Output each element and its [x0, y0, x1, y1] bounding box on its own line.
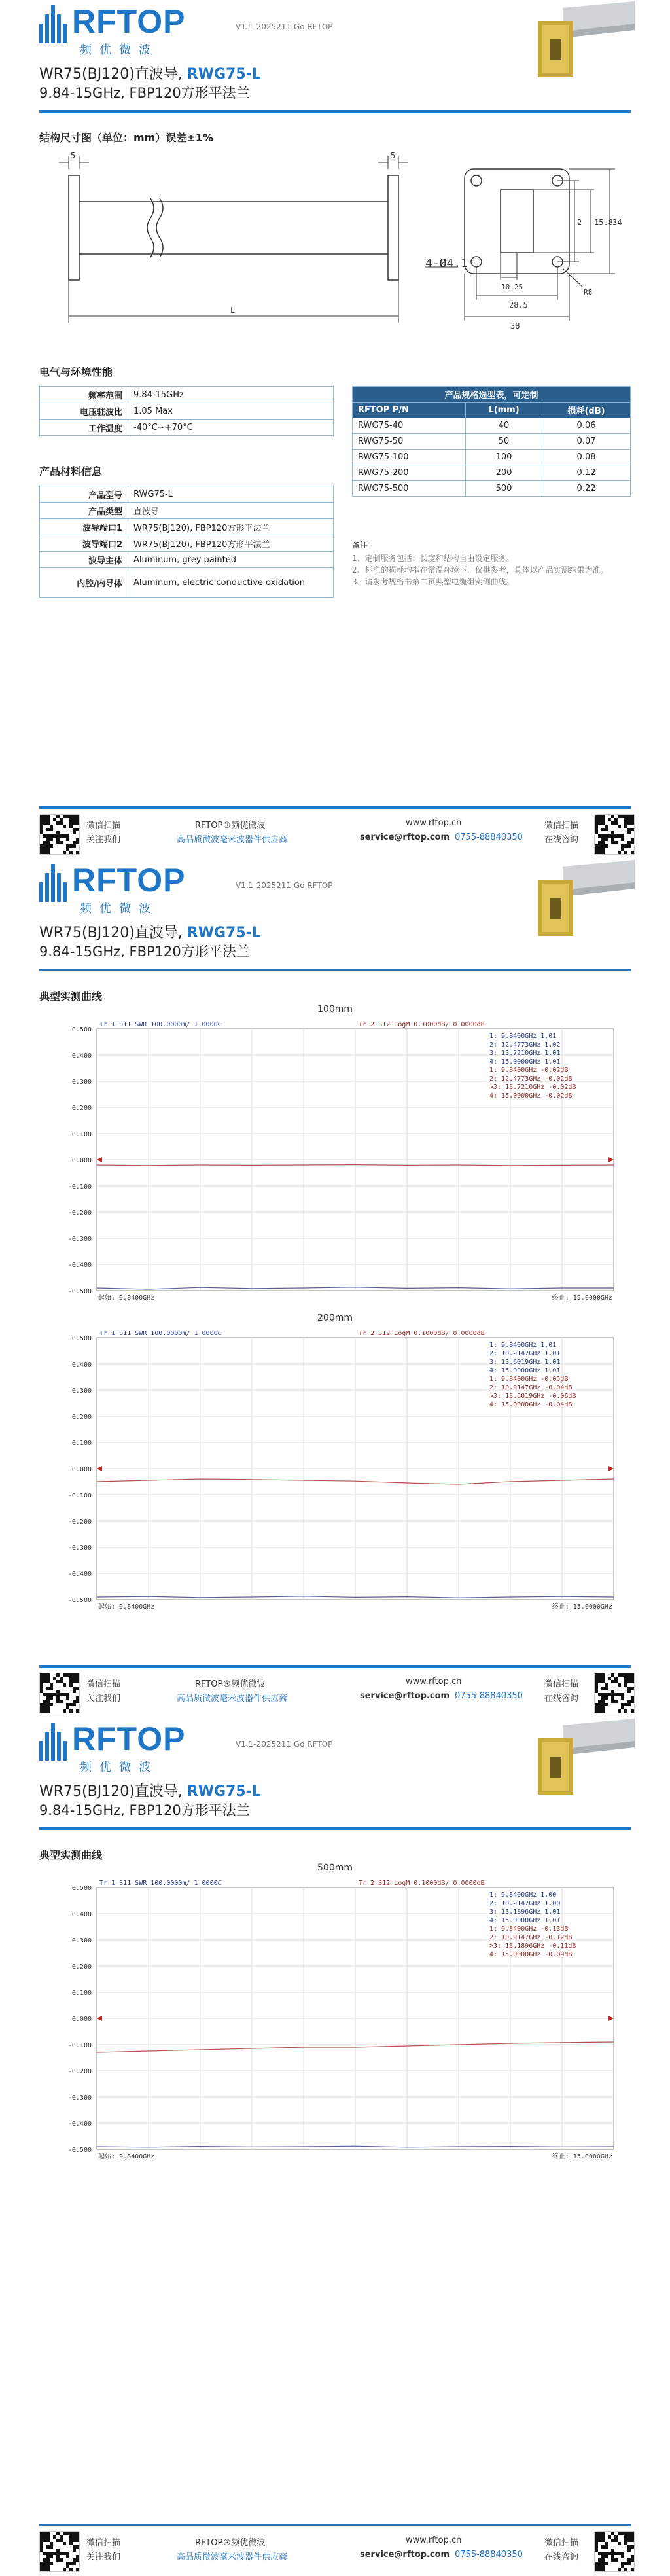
- product-title: WR75(BJ120)直波导, RWG75-L: [39, 66, 261, 82]
- tick-label: 0.100: [71, 1131, 92, 1138]
- trace2-header: Tr 2 S12 LogM 0.1000dB/ 0.0000dB: [359, 1021, 485, 1028]
- material-table: [39, 486, 334, 598]
- logo-bars-icon: [39, 4, 68, 43]
- marker-readout: >3: 13.1896GHz -0.11dB: [489, 1942, 576, 1950]
- chart-500mm: [39, 1863, 631, 2164]
- marker-readout: 1: 9.8400GHz 1.01: [489, 1342, 557, 1349]
- tick-label: 0.400: [71, 1052, 92, 1060]
- footer-online1: 微信扫描: [544, 821, 579, 831]
- tick-label: -0.400: [67, 1571, 92, 1578]
- dim-holes: 4-Ø4.1: [425, 257, 468, 270]
- waveguide-photo: [537, 860, 635, 937]
- footer-phone: 0755-88840350: [455, 832, 523, 842]
- vna-plot: [39, 1876, 631, 2164]
- tick-label: -0.100: [67, 1492, 92, 1499]
- footer-email[interactable]: service@rftop.com: [360, 1691, 450, 1701]
- product-subtitle: 9.84-15GHz, FBP120方形平法兰: [39, 1802, 250, 1818]
- tick-label: 0.100: [71, 1440, 92, 1447]
- notes-title: 备注: [352, 541, 368, 550]
- table-row: 产品类型 直波导: [40, 503, 334, 519]
- notes-body: 1、定制服务包括：长度和结构自由设定服务。 2、标准的损耗均指在常温环境下，仅供参考，具体以产品实测结果为准。 3、请参考规格书第二页典型电缆组实测曲线。: [352, 554, 608, 586]
- footer-online1: 微信扫描: [544, 1679, 579, 1689]
- marker-readout: >3: 13.6019GHz -0.06dB: [489, 1393, 576, 1400]
- product-subtitle: 9.84-15GHz, FBP120方形平法兰: [39, 85, 250, 101]
- product-title: WR75(BJ120)直波导, RWG75-L: [39, 1783, 261, 1800]
- marker-readout: 3: 13.7210GHz 1.01: [489, 1050, 561, 1057]
- tick-label: 0.200: [71, 1105, 92, 1112]
- tick-label: -0.500: [67, 1288, 92, 1295]
- footer-wx2: 关注我们: [86, 835, 121, 845]
- logo-subtitle: 频优微波: [80, 1761, 158, 1774]
- footer-online1: 微信扫描: [544, 2538, 579, 2548]
- tick-label: 0.000: [71, 1466, 92, 1473]
- waveguide-photo: [537, 1, 635, 79]
- table-row: RWG75-500 500 0.22: [353, 481, 631, 497]
- logo-subtitle: 频优微波: [80, 902, 158, 916]
- logo-bars-icon: [39, 863, 68, 902]
- footer-brand: RFTOP®频优微波: [195, 2538, 266, 2548]
- dim-38: 38: [510, 321, 520, 331]
- footer-divider: [39, 1665, 631, 1668]
- chart-100mm: [39, 1004, 631, 1305]
- chart-200mm: [39, 1313, 631, 1614]
- tick-label: 0.500: [71, 1885, 92, 1892]
- marker-readout: 2: 10.9147GHz 1.00: [489, 1900, 561, 1907]
- tick-label: -0.300: [67, 1545, 92, 1552]
- table-row: 产品型号 RWG75-L: [40, 486, 334, 503]
- footer-email[interactable]: service@rftop.com: [360, 832, 450, 842]
- dim-radius: R8: [584, 288, 593, 296]
- tick-label: 0.200: [71, 1963, 92, 1971]
- table-row: 波导主体 Aluminum, grey painted: [40, 552, 334, 568]
- col-header: RFTOP P/N: [353, 402, 466, 418]
- marker-readout: 1: 9.8400GHz -0.13dB: [489, 1925, 569, 1933]
- tick-label: 0.000: [71, 2016, 92, 2023]
- marker-readout: >3: 13.7210GHz -0.02dB: [489, 1084, 576, 1091]
- marker-readout: 3: 13.1896GHz 1.01: [489, 1908, 561, 1916]
- dimension-drawing: [39, 149, 635, 346]
- dim-10-25: 10.25: [501, 283, 523, 291]
- curves-section-title: 典型实测曲线: [39, 1849, 103, 1861]
- dim-2: 2: [577, 218, 582, 227]
- stop-freq: 终止: 15.0000GHz: [552, 1295, 612, 1302]
- trace2-header: Tr 2 S12 LogM 0.1000dB/ 0.0000dB: [359, 1880, 485, 1887]
- logo-subtitle: 频优微波: [80, 43, 158, 57]
- logo-text: RFTOP: [72, 862, 186, 899]
- footer-online2: 在线咨询: [544, 1694, 579, 1704]
- marker-readout: 4: 15.0000GHz 1.01: [489, 1058, 561, 1065]
- header-divider: [39, 110, 631, 113]
- marker-readout: 1: 9.8400GHz -0.02dB: [489, 1067, 569, 1074]
- table-row: 电压驻波比 1.05 Max: [40, 403, 334, 420]
- chart-title: 200mm: [317, 1313, 353, 1323]
- logo-text: RFTOP: [72, 1721, 186, 1757]
- tick-label: -0.300: [67, 2094, 92, 2102]
- tick-label: -0.400: [67, 1262, 92, 1269]
- footer-brand: RFTOP®频优微波: [195, 821, 266, 831]
- header-divider: [39, 969, 631, 971]
- dim-5-right: 5: [391, 151, 396, 160]
- version-label: V1.1-2025211 Go RFTOP: [236, 22, 333, 31]
- footer-wx1: 微信扫描: [86, 2538, 121, 2548]
- footer-divider: [39, 2524, 631, 2526]
- tick-label: 0.400: [71, 1361, 92, 1368]
- footer-wx2: 关注我们: [86, 2552, 121, 2562]
- table-row: 波导端口1 WR75(BJ120), FBP120方形平法兰: [40, 519, 334, 535]
- marker-readout: 4: 15.0000GHz -0.04dB: [489, 1401, 573, 1408]
- tick-label: 0.200: [71, 1414, 92, 1421]
- chart-title: 100mm: [317, 1004, 353, 1014]
- footer: [39, 2530, 635, 2576]
- col-header: 损耗(dB): [542, 402, 631, 418]
- tick-label: -0.100: [67, 2042, 92, 2049]
- product-subtitle: 9.84-15GHz, FBP120方形平法兰: [39, 944, 250, 959]
- footer-email[interactable]: service@rftop.com: [360, 2550, 450, 2560]
- tick-label: -0.100: [67, 1183, 92, 1190]
- electrical-table: [39, 386, 334, 436]
- trace1-header: Tr 1 S11 SWR 100.0000m/ 1.0000C: [99, 1330, 222, 1337]
- wechat-qr-icon: [39, 2531, 80, 2572]
- selection-caption: 产品规格选型表，可定制: [353, 387, 631, 402]
- tick-label: -0.300: [67, 1236, 92, 1243]
- footer: [39, 1672, 635, 1717]
- dim-L: L: [230, 306, 236, 315]
- trace1-header: Tr 1 S11 SWR 100.0000m/ 1.0000C: [99, 1880, 222, 1887]
- wechat-qr-icon: [39, 814, 80, 855]
- footer-wx1: 微信扫描: [86, 1679, 121, 1689]
- marker-readout: 4: 15.0000GHz 1.01: [489, 1917, 561, 1924]
- footer-divider: [39, 806, 631, 809]
- drawing-section-title: 结构尺寸图（单位：mm）误差±1%: [39, 132, 213, 144]
- start-freq: 起始: 9.8400GHz: [98, 1603, 155, 1611]
- tick-label: 0.300: [71, 1937, 92, 1944]
- table-row: RWG75-50 50 0.07: [353, 434, 631, 450]
- marker-readout: 1: 9.8400GHz 1.00: [489, 1891, 557, 1899]
- page-header: [39, 859, 635, 957]
- footer-online2: 在线咨询: [544, 835, 579, 845]
- tick-label: -0.200: [67, 1518, 92, 1526]
- marker-readout: 4: 15.0000GHz -0.02dB: [489, 1092, 573, 1100]
- col-header: L(mm): [466, 402, 542, 418]
- wechat-qr-icon: [39, 1673, 80, 1713]
- footer-wx2: 关注我们: [86, 1694, 121, 1704]
- tick-label: 0.500: [71, 1026, 92, 1033]
- logo-bars-icon: [39, 1721, 68, 1761]
- tick-label: 0.400: [71, 1911, 92, 1918]
- product-title: WR75(BJ120)直波导, RWG75-L: [39, 925, 261, 941]
- stop-freq: 终止: 15.0000GHz: [552, 2153, 612, 2160]
- marker-readout: 2: 12.4773GHz -0.02dB: [489, 1075, 573, 1082]
- tick-label: 0.000: [71, 1157, 92, 1164]
- trace2-header: Tr 2 S12 LogM 0.1000dB/ 0.0000dB: [359, 1330, 485, 1337]
- start-freq: 起始: 9.8400GHz: [98, 2153, 155, 2160]
- tick-label: -0.500: [67, 1597, 92, 1604]
- chart-title: 500mm: [317, 1863, 353, 1873]
- footer-phone: 0755-88840350: [455, 1691, 523, 1701]
- page-header: [39, 1717, 635, 1816]
- table-row: 内腔/内导体 Aluminum, electric conductive oxidation: [40, 568, 334, 598]
- page-3: [0, 1717, 670, 2576]
- header-divider: [39, 1827, 631, 1830]
- selection-table: [352, 386, 631, 497]
- online-qr-icon[interactable]: [594, 2531, 635, 2572]
- tick-label: -0.200: [67, 1209, 92, 1217]
- logo-text: RFTOP: [72, 3, 186, 40]
- dim-34: 34: [612, 218, 622, 227]
- trace1-header: Tr 1 S11 SWR 100.0000m/ 1.0000C: [99, 1021, 222, 1028]
- table-row: RWG75-40 40 0.06: [353, 418, 631, 434]
- marker-readout: 4: 15.0000GHz -0.09dB: [489, 1951, 573, 1958]
- electrical-section-title: 电气与环境性能: [39, 366, 113, 378]
- version-label: V1.1-2025211 Go RFTOP: [236, 881, 333, 890]
- online-qr-icon[interactable]: [594, 1673, 635, 1713]
- rftop-logo: [39, 1717, 186, 1783]
- dim-5-left: 5: [71, 151, 76, 160]
- table-row: RWG75-200 200 0.12: [353, 465, 631, 481]
- marker-readout: 2: 10.9147GHz -0.04dB: [489, 1384, 573, 1391]
- dim-28-5: 28.5: [509, 300, 528, 310]
- tick-label: -0.500: [67, 2147, 92, 2154]
- marker-readout: 2: 10.9147GHz 1.01: [489, 1350, 561, 1357]
- footer-slogan: 高品质微波毫米波器件供应商: [177, 1694, 288, 1704]
- table-row: 工作温度 -40°C~+70°C: [40, 420, 334, 436]
- marker-readout: 1: 9.8400GHz 1.01: [489, 1033, 557, 1040]
- marker-readout: 3: 13.6019GHz 1.01: [489, 1359, 561, 1366]
- tick-label: 0.100: [71, 1990, 92, 1997]
- vna-plot: [39, 1017, 631, 1305]
- version-label: V1.1-2025211 Go RFTOP: [236, 1740, 333, 1749]
- footer-web[interactable]: www.rftop.cn: [406, 2535, 462, 2545]
- marker-readout: 2: 10.9147GHz -0.12dB: [489, 1934, 573, 1941]
- table-row: RWG75-100 100 0.08: [353, 450, 631, 465]
- material-section-title: 产品材料信息: [39, 465, 103, 478]
- marker-readout: 4: 15.0000GHz 1.01: [489, 1367, 561, 1374]
- footer-brand: RFTOP®频优微波: [195, 1679, 266, 1689]
- footer-slogan: 高品质微波毫米波器件供应商: [177, 835, 288, 845]
- rftop-logo: [39, 0, 186, 65]
- tick-label: -0.400: [67, 2120, 92, 2128]
- page-2: [0, 859, 670, 1717]
- footer-wx1: 微信扫描: [86, 821, 121, 831]
- marker-readout: 2: 12.4773GHz 1.02: [489, 1041, 561, 1048]
- rftop-logo: [39, 859, 186, 924]
- dim-15-8: 15.8: [594, 218, 613, 227]
- footer-phone: 0755-88840350: [455, 2550, 523, 2560]
- online-qr-icon[interactable]: [594, 814, 635, 855]
- waveguide-photo: [537, 1719, 635, 1796]
- table-row: 频率范围 9.84-15GHz: [40, 387, 334, 403]
- tick-label: 0.300: [71, 1387, 92, 1395]
- table-row: 波导端口2 WR75(BJ120), FBP120方形平法兰: [40, 535, 334, 552]
- stop-freq: 终止: 15.0000GHz: [552, 1603, 612, 1611]
- tick-label: 0.300: [71, 1079, 92, 1086]
- page-header: [39, 0, 635, 101]
- footer-slogan: 高品质微波毫米波器件供应商: [177, 2552, 288, 2562]
- footer: [39, 813, 635, 859]
- tick-label: 0.500: [71, 1335, 92, 1342]
- marker-readout: 1: 9.8400GHz -0.05dB: [489, 1376, 569, 1383]
- curves-section-title: 典型实测曲线: [39, 990, 103, 1003]
- footer-web[interactable]: www.rftop.cn: [406, 1677, 462, 1687]
- page-1: [0, 0, 670, 859]
- start-freq: 起始: 9.8400GHz: [98, 1295, 155, 1302]
- footer-online2: 在线咨询: [544, 2552, 579, 2562]
- vna-plot: [39, 1326, 631, 1614]
- tick-label: -0.200: [67, 2068, 92, 2075]
- footer-web[interactable]: www.rftop.cn: [406, 818, 462, 828]
